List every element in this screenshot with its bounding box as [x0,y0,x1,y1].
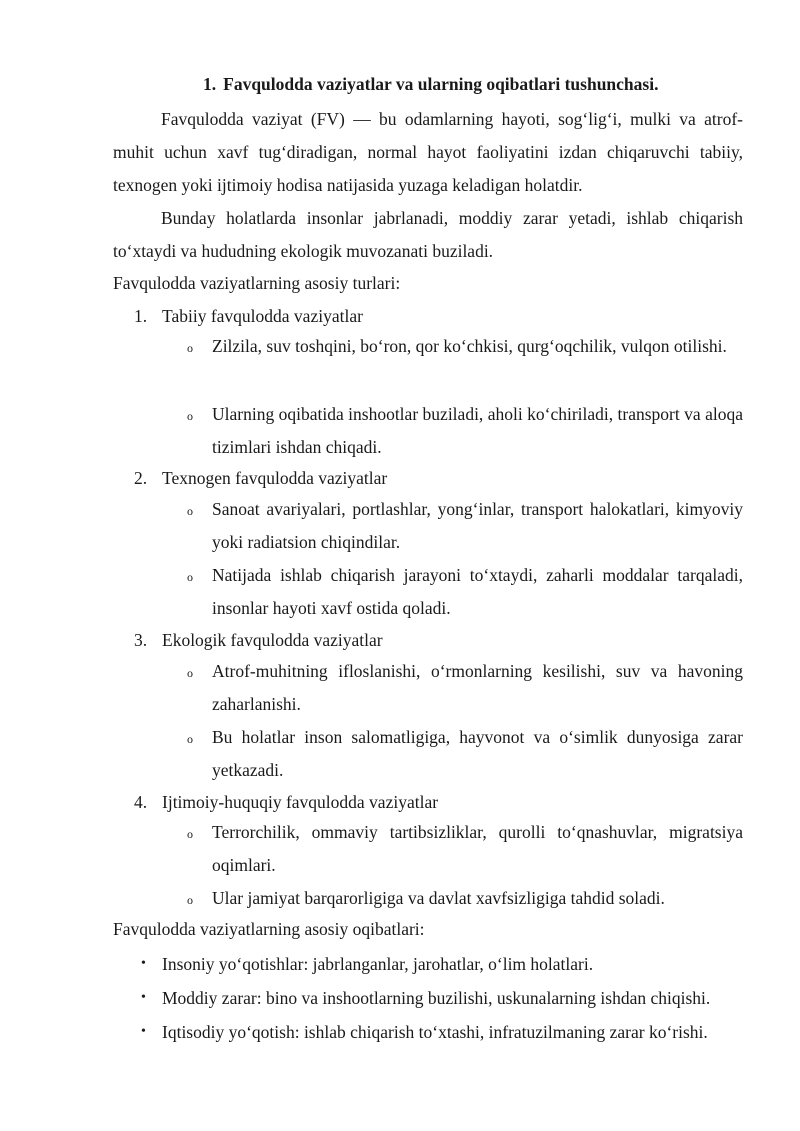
type-item: 4. Ijtimoiy-huquqiy favqulodda vaziyatlar [134,792,439,812]
section-heading [203,70,743,98]
bullet-icon: • [141,956,146,971]
sub-item: o Sanoat avariyalari, portlashlar, yong‘inlar, transport halokatlari, kimyoviy yoki radiatsion chiqindilar. [212,493,743,559]
types-heading: Favqulodda vaziyatlarning asosiy turlari: [113,273,401,293]
circle-bullet-icon: o [187,504,193,518]
bullet-icon: • [141,1024,146,1039]
sub-item: o Natijada ishlab chiqarish jarayoni to‘xtaydi, zaharli moddalar tarqaladi, insonlar hayoti xavf ostida qoladi. [212,559,743,625]
definition-paragraph: Favqulodda vaziyat (FV) — bu odamlarning hayoti, sog‘lig‘i, mulki va atrof-muhit uchun xavf tug‘diradigan, normal hayot faoliyatini izdan chiqaruvchi tabiiy, texnogen yoki ijtimoiy hodisa natijasida yuzaga keladigan holatdir. [113,109,743,195]
circle-bullet-icon: o [187,732,193,746]
circle-bullet-icon: o [187,666,193,680]
consequences-heading: Favqulodda vaziyatlarning asosiy oqibatlari: [113,919,425,939]
impact-paragraph: Bunday holatlarda insonlar jabrlanadi, moddiy zarar yetadi, ishlab chiqarish to‘xtaydi va hududning ekologik muvozanati buziladi. [113,208,743,261]
type-item: 3. Ekologik favqulodda vaziyatlar [134,630,383,650]
circle-bullet-icon: o [187,570,193,584]
circle-bullet-icon: o [187,893,193,907]
bullet-icon: • [141,990,146,1005]
sub-item: o Atrof-muhitning ifloslanishi, o‘rmonlarning kesilishi, suv va havoning zaharlanishi. [212,655,743,721]
sub-item: o Terrorchilik, ommaviy tartibsizliklar, qurolli to‘qnashuvlar, migratsiya oqimlari. [212,816,743,882]
type-item: 1. Tabiiy favqulodda vaziyatlar [134,306,363,326]
sub-item: o Bu holatlar inson salomatligiga, hayvonot va o‘simlik dunyosiga zarar yetkazadi. [212,721,743,787]
circle-bullet-icon: o [187,409,193,423]
sub-item: o Ularning oqibatida inshootlar buziladi, aholi ko‘chiriladi, transport va aloqa tizimlari ishdan chiqadi. [212,398,743,464]
section-number: 1. [203,74,217,94]
section-title: Favqulodda vaziyatlar va ularning oqibatlari tushunchasi. [223,74,659,94]
type-item: 2. Texnogen favqulodda vaziyatlar [134,468,388,488]
sub-item: o Zilzila, suv toshqini, bo‘ron, qor ko‘chkisi, qurg‘oqchilik, vulqon otilishi. [212,330,743,363]
circle-bullet-icon: o [187,827,193,841]
circle-bullet-icon: o [187,341,193,355]
sub-item: o Ular jamiyat barqarorligiga va davlat xavfsizligiga tahdid soladi. [212,882,743,915]
